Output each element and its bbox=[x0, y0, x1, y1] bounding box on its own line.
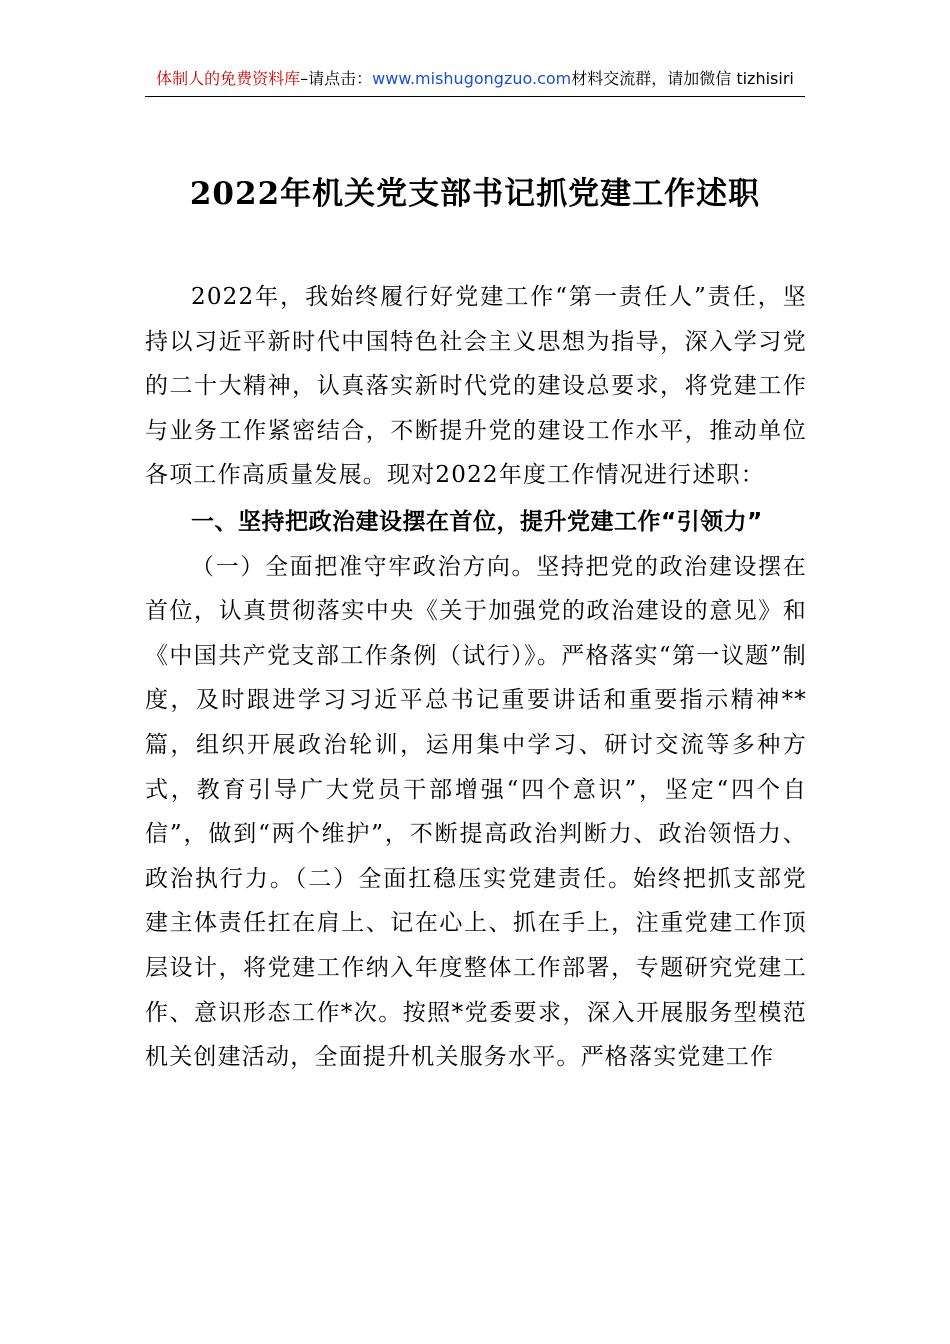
section-heading: 一、坚持把政治建设摆在首位，提升党建工作“引领力” bbox=[191, 508, 763, 535]
document-body bbox=[145, 275, 807, 1080]
page-header bbox=[145, 66, 805, 97]
document-title: 2022年机关党支部书记抓党建工作述职 bbox=[189, 176, 761, 212]
header-brand: 体制人的免费资料库 bbox=[156, 69, 301, 88]
body-paragraph: （一）全面把准守牢政治方向。坚持把党的政治建设摆在首位，认真贯彻落实中央《关于加强党的政治建设的意见》和《中国共产党支部工作条例（试行）》。严格落实“第一议题”制度，及时跟进学习习近平总书记重要讲话和重要指示精神**篇，组织开展政治轮训，运用集中学习、研讨交流等多种方式，教育引导广大党员干部增强“四个意识”，坚定“四个自信”，做到“两个维护”，不断提高政治判断力、政治领悟力、政治执行力。（二）全面扛稳压实党建责任。始终把抓支部党建主体责任扛在肩上、记在心上、抓在手上，注重党建工作顶层设计，将党建工作纳入年度整体工作部署，专题研究党建工作、意识形态工作*次。按照*党委要求，深入开展服务型模范机关创建活动，全面提升机关服务水平。严格落实党建工作 bbox=[145, 553, 807, 1071]
header-prompt: –请点击： bbox=[300, 69, 373, 88]
intro-paragraph: 2022年，我始终履行好党建工作“第一责任人”责任，坚持以习近平新时代中国特色社会主义思想为指导，深入学习党的二十大精神，认真落实新时代党的建设总要求，将党建工作与业务工作紧密结合，不断提升党的建设工作水平，推动单位各项工作高质量发展。现对2022年度工作情况进行述职： bbox=[145, 284, 807, 489]
header-contact: 材料交流群，请加微信 tizhisiri bbox=[571, 69, 794, 88]
header-url-link[interactable]: www.mishugongzuo.com bbox=[372, 69, 572, 88]
